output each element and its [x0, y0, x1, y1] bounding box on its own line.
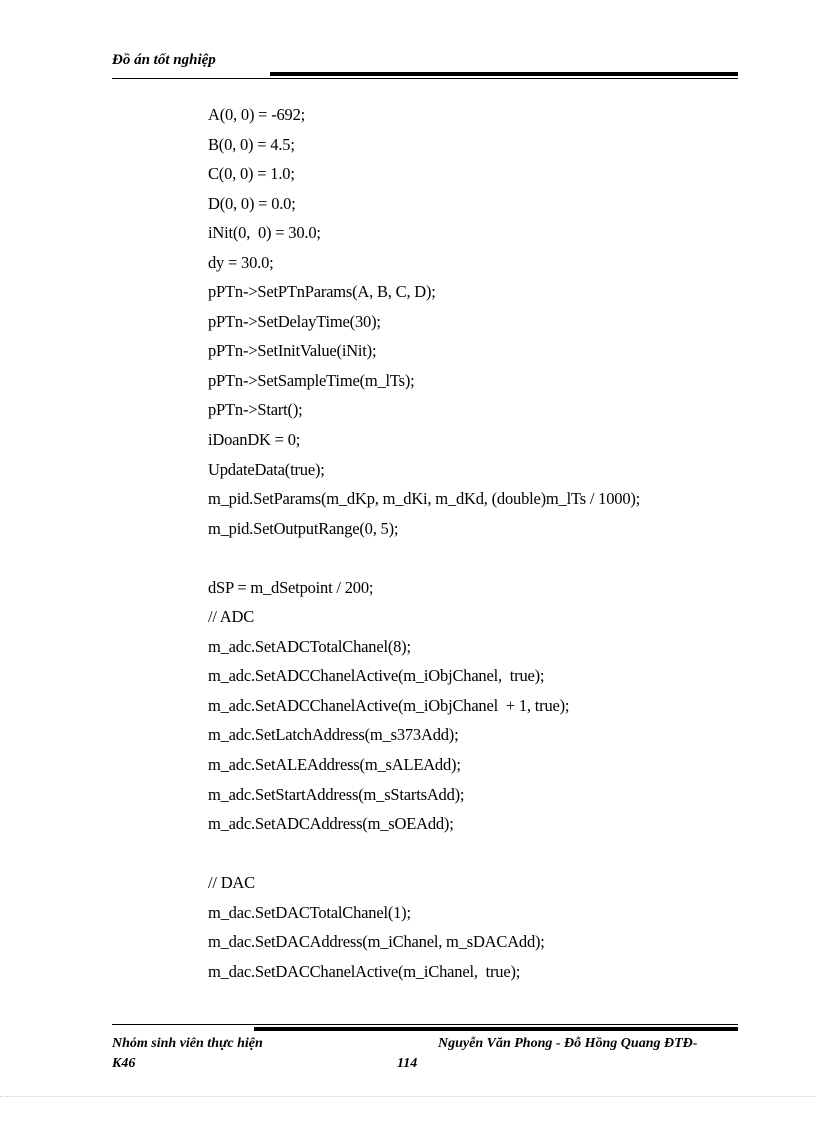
code-line: m_dac.SetDACAddress(m_iChanel, m_sDACAdd); [208, 932, 545, 952]
code-line: iNit(0, 0) = 30.0; [208, 223, 321, 243]
code-line: m_dac.SetDACTotalChanel(1); [208, 902, 411, 922]
footer-authors: Nguyễn Văn Phong - Đỗ Hồng Quang ĐTĐ- [438, 1036, 698, 1051]
code-line: m_adc.SetADCAddress(m_sOEAdd); [208, 814, 454, 834]
code-line: m_adc.SetADCChanelActive(m_iObjChanel, true); [208, 666, 545, 686]
blank-line [208, 543, 748, 573]
footer-group-label: Nhóm sinh viên thực hiện [112, 1036, 263, 1051]
page-bottom-edge [0, 1096, 816, 1097]
footer-class-code: K46 [112, 1056, 136, 1071]
code-line: D(0, 0) = 0.0; [208, 193, 296, 213]
code-line: m_adc.SetALEAddress(m_sALEAdd); [208, 755, 461, 775]
header-title: Đồ án tốt nghiệp [112, 52, 216, 68]
code-line: iDoanDK = 0; [208, 430, 301, 450]
footer-rule-thick [254, 1027, 738, 1031]
code-line: // DAC [208, 873, 255, 893]
code-line: pPTn->SetDelayTime(30); [208, 311, 381, 331]
code-line: m_dac.SetDACChanelActive(m_iChanel, true); [208, 961, 521, 981]
code-line: pPTn->SetInitValue(iNit); [208, 341, 377, 361]
code-line: m_adc.SetADCChanelActive(m_iObjChanel + 1, true); [208, 695, 570, 715]
code-line: pPTn->SetPTnParams(A, B, C, D); [208, 282, 436, 302]
code-line: m_pid.SetParams(m_dKp, m_dKi, m_dKd, (double)m_lTs / 1000); [208, 489, 641, 509]
footer-rule-thin [112, 1024, 738, 1025]
page-number: 114 [397, 1056, 418, 1071]
code-line: m_adc.SetADCTotalChanel(8); [208, 636, 411, 656]
header-rule-thick [270, 72, 738, 76]
code-line: pPTn->Start(); [208, 400, 303, 420]
code-line: m_adc.SetStartAddress(m_sStartsAdd); [208, 784, 465, 804]
code-line: A(0, 0) = -692; [208, 105, 306, 124]
code-line: // ADC [208, 607, 255, 627]
code-line: dy = 30.0; [208, 252, 274, 272]
code-line: pPTn->SetSampleTime(m_lTs); [208, 370, 415, 390]
code-line: dSP = m_dSetpoint / 200; [208, 577, 374, 597]
code-line: UpdateData(true); [208, 459, 325, 479]
code-line: m_pid.SetOutputRange(0, 5); [208, 518, 399, 538]
code-listing [208, 100, 748, 986]
blank-line [208, 839, 748, 869]
code-line: C(0, 0) = 1.0; [208, 164, 295, 184]
code-line: m_adc.SetLatchAddress(m_s373Add); [208, 725, 459, 745]
header-rule-thin [112, 78, 738, 79]
code-line: B(0, 0) = 4.5; [208, 134, 295, 154]
